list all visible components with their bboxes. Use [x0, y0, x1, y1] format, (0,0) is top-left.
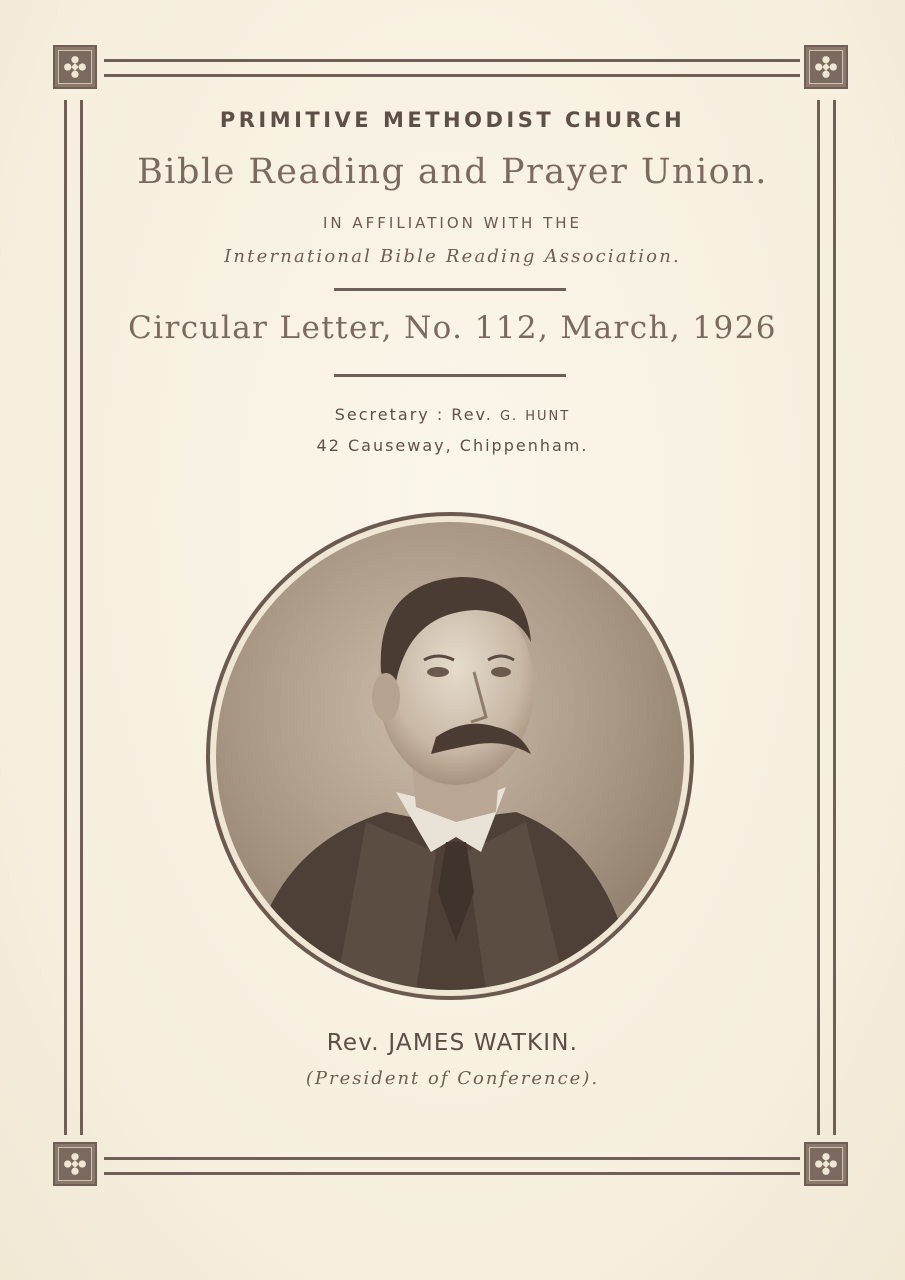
circular-letter-title: Circular Letter, No. 112, March, 1926 — [128, 310, 777, 346]
divider-top — [334, 288, 566, 291]
divider-bottom — [334, 374, 566, 377]
corner-ornament-bottom-right-icon — [804, 1142, 848, 1186]
church-name: PRIMITIVE METHODIST CHURCH — [219, 108, 686, 132]
secretary-initial: G. — [499, 409, 519, 424]
portrait-photo — [216, 522, 684, 990]
secretary-address: 42 Causeway, Chippenham. — [316, 436, 589, 455]
frame-top-rule-inner — [104, 74, 800, 77]
portrait-title: (President of Conference). — [305, 1068, 600, 1089]
frame-top-rule — [104, 59, 800, 62]
affiliation-line: IN AFFILIATION WITH THE — [323, 214, 582, 232]
corner-ornament-top-right-icon — [804, 45, 848, 89]
frame-bottom-rule-inner — [104, 1157, 800, 1160]
portrait-frame — [206, 512, 694, 1000]
secretary-surname: HUNT — [525, 409, 571, 424]
association-name: International Bible Reading Association. — [224, 246, 681, 267]
secretary-line — [0, 405, 905, 424]
secretary-label: Secretary : Rev. — [334, 405, 493, 424]
union-title: Bible Reading and Prayer Union. — [137, 152, 768, 192]
portrait-name: Rev. JAMES WATKIN. — [326, 1030, 579, 1056]
corner-ornament-bottom-left-icon — [53, 1142, 97, 1186]
frame-bottom-rule — [104, 1172, 800, 1175]
corner-ornament-top-left-icon — [53, 45, 97, 89]
